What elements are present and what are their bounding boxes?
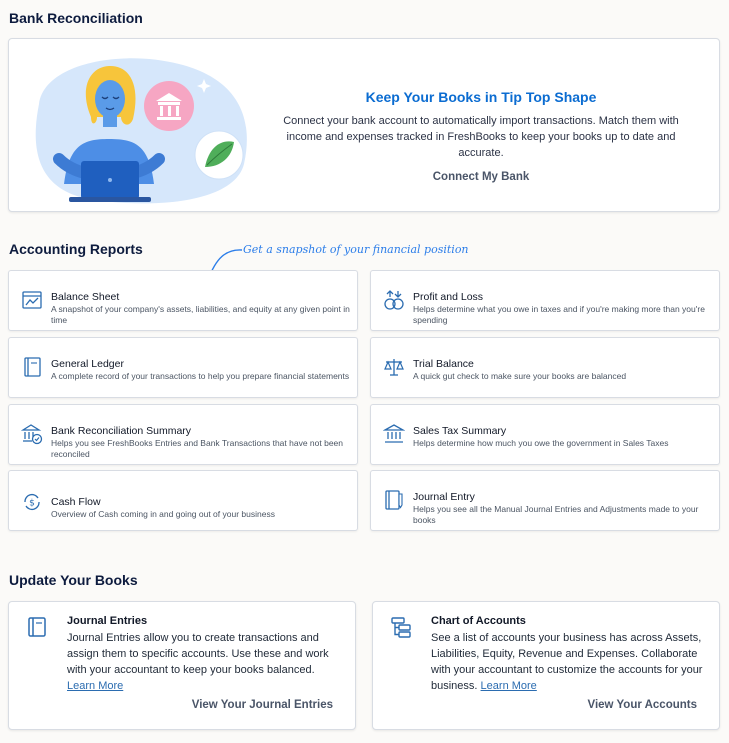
bank-description-line-2: income and expenses tracked in FreshBooks to keep your books up to date and accurate.	[286, 131, 676, 159]
report-description: A snapshot of your company's assets, liabilities, and equity at any given point in time	[51, 304, 350, 325]
cash-flow-icon	[21, 491, 43, 513]
report-bank-reconciliation-summary[interactable]	[8, 404, 358, 465]
chart-of-accounts-description	[431, 630, 709, 694]
report-title: Bank Reconciliation Summary	[51, 425, 192, 437]
chart-of-accounts-card	[372, 601, 720, 730]
report-title: Sales Tax Summary	[413, 425, 507, 437]
report-cash-flow[interactable]	[8, 470, 358, 531]
report-description: Helps determine what you owe in taxes and if you're making more than you're spending	[413, 304, 705, 325]
report-description: Helps you see all the Manual Journal Entries and Adjustments made to your books	[413, 504, 699, 525]
profit-loss-icon	[383, 289, 405, 311]
journal-entries-description	[67, 630, 345, 694]
chart-of-accounts-icon	[390, 616, 412, 638]
report-description: A quick gut check to make sure your books are balanced	[413, 371, 627, 381]
report-balance-sheet[interactable]	[8, 270, 358, 331]
report-description: A complete record of your transactions to help you prepare financial statements	[51, 371, 350, 381]
report-general-ledger[interactable]	[8, 337, 358, 398]
bank-description	[271, 113, 691, 161]
chart-learn-more-link[interactable]: Learn More	[480, 680, 537, 692]
journal-entry-icon	[383, 489, 405, 511]
chart-of-accounts-description-text: See a list of accounts your business has across Assets, Liabilities, Equity, Revenue and Expenses. Collaborate with your accountant to customize the accounts for your business.	[431, 632, 703, 692]
journal-entries-title: Journal Entries	[67, 615, 148, 627]
bank-heading: Keep Your Books in Tip Top Shape	[365, 89, 597, 105]
government-icon	[383, 423, 405, 445]
report-title: Balance Sheet	[51, 291, 120, 303]
report-title: Journal Entry	[413, 491, 475, 503]
ledger-icon	[21, 356, 43, 378]
bank-description-line-1: Connect your bank account to automatically import transactions. Match them with	[283, 115, 679, 127]
scale-icon	[383, 356, 405, 378]
bank-check-icon	[21, 423, 43, 445]
report-trial-balance[interactable]	[370, 337, 720, 398]
chart-of-accounts-title: Chart of Accounts	[431, 615, 526, 627]
report-journal-entry[interactable]	[370, 470, 720, 531]
report-title: Profit and Loss	[413, 291, 484, 303]
report-title: Trial Balance	[413, 358, 474, 370]
balance-sheet-icon	[21, 289, 43, 311]
view-your-accounts-button[interactable]: View Your Accounts	[587, 699, 697, 711]
person-with-laptop-illustration	[29, 49, 259, 209]
journal-book-icon	[26, 616, 48, 638]
svg-text:$: $	[29, 498, 35, 509]
journal-learn-more-link[interactable]: Learn More	[67, 680, 124, 692]
view-journal-entries-button[interactable]: View Your Journal Entries	[191, 699, 333, 711]
report-title: Cash Flow	[51, 496, 101, 508]
report-description: Helps you see FreshBooks Entries and Bank Transactions that have not been reconciled	[51, 438, 344, 459]
snapshot-hint: Get a snapshot of your financial position	[243, 243, 469, 256]
bank-reconciliation-title: Bank Reconciliation	[9, 10, 143, 26]
report-description: Helps determine how much you owe the government in Sales Taxes	[413, 438, 669, 448]
report-title: General Ledger	[51, 358, 124, 370]
report-sales-tax-summary[interactable]	[370, 404, 720, 465]
update-your-books-title: Update Your Books	[9, 572, 138, 588]
report-description: Overview of Cash coming in and going out of your business	[51, 509, 275, 519]
report-profit-and-loss[interactable]	[370, 270, 720, 331]
connect-my-bank-button[interactable]: Connect My Bank	[432, 171, 530, 183]
bank-reconciliation-card	[8, 38, 720, 212]
journal-entries-description-text: Journal Entries allow you to create transactions and assign them to specific accounts. Use these and work with your accountant to keep your books balanced.	[67, 632, 329, 676]
journal-entries-card	[8, 601, 356, 730]
accounting-reports-title: Accounting Reports	[9, 241, 143, 257]
